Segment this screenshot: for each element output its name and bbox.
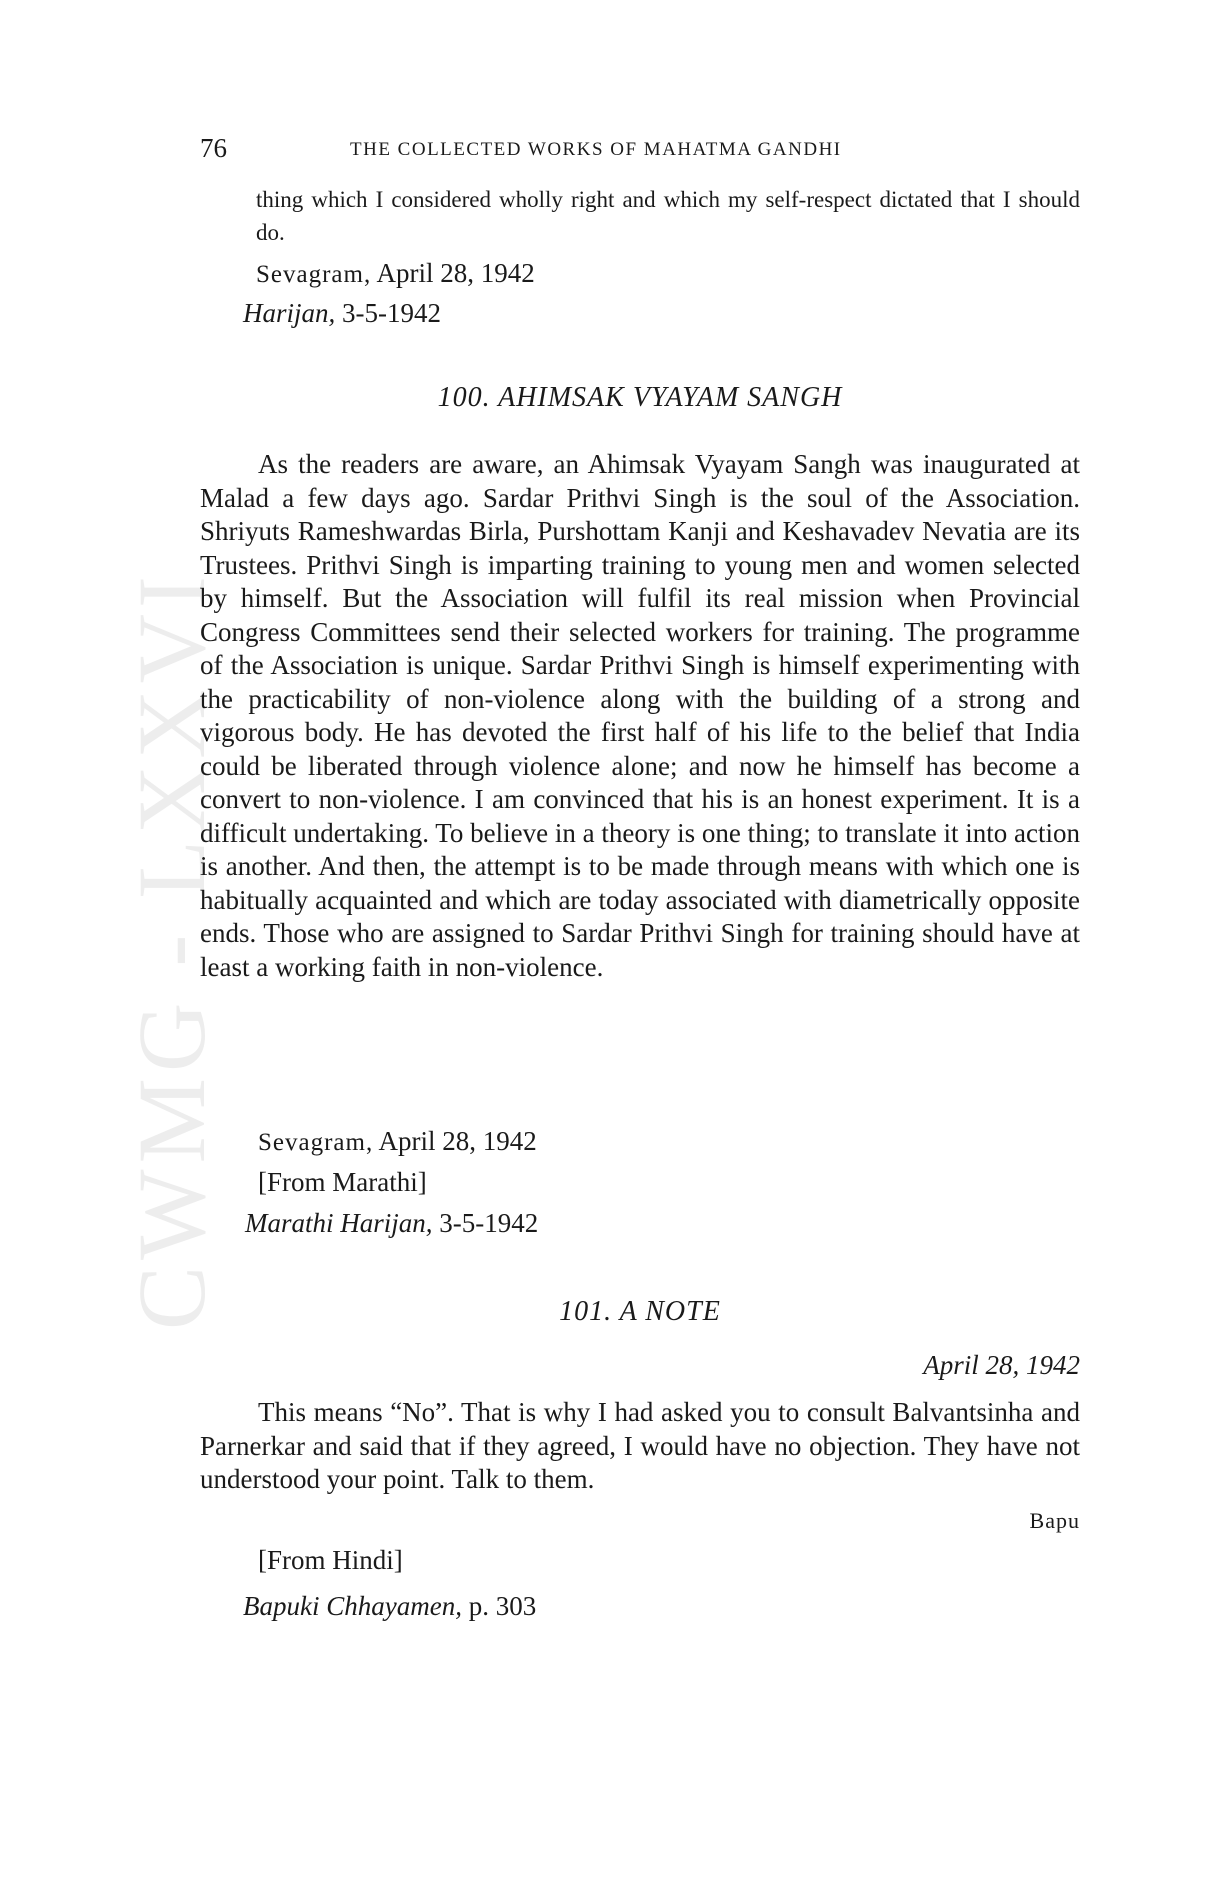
prev-item-continuation: thing which I considered wholly right and which my self-respect dictated that I should do. — [256, 187, 1080, 245]
item-100-date: April 28, 1942 — [378, 1126, 537, 1156]
item-100-source — [245, 1208, 538, 1239]
item-101-body: This means “No”. That is why I had asked you to consult Balvantsinha and Parnerkar and said that if they agreed, I would have no objection. They have not understood your point. Talk to them. — [200, 1397, 1080, 1494]
item-100-source-date: 3-5-1942 — [439, 1208, 539, 1238]
item-101-from-note: [From Hindi] — [258, 1545, 403, 1575]
page-header — [200, 133, 1080, 169]
running-title: THE COLLECTED WORKS OF MAHATMA GANDHI — [350, 139, 842, 160]
item-100-heading: 100. AHIMSAK VYAYAM SANGH — [437, 382, 843, 413]
prev-item-source-date: 3-5-1942 — [342, 298, 441, 328]
prev-item-source — [243, 298, 441, 329]
item-101-signature: Bapu — [1029, 1508, 1080, 1533]
item-101-source-page: p. 303 — [468, 1591, 537, 1621]
prev-item-date: April 28, 1942 — [376, 258, 535, 288]
prev-item-place: Sevagram, — [256, 261, 372, 288]
item-101-heading: 101. A NOTE — [559, 1296, 721, 1327]
watermark: CWMG - LXXVI — [118, 570, 225, 1330]
item-100-source-title: Marathi Harijan, — [245, 1208, 433, 1238]
item-100-place-date — [258, 1126, 537, 1157]
item-100-from-note: [From Marathi] — [258, 1167, 427, 1197]
prev-item-source-title: Harijan, — [243, 298, 336, 328]
item-101-source-title: Bapuki Chhayamen, — [243, 1591, 462, 1621]
prev-item-place-date — [256, 258, 535, 289]
item-101-source — [243, 1590, 536, 1623]
item-100-body: As the readers are aware, an Ahimsak Vyayam Sangh was inaugurated at Malad a few days ago. Sardar Prithvi Singh is the soul of the Association. Shriyuts Rameshwardas Birla, Purshottam Kanji and Keshavadev Nevatia are its Trustees. Prithvi Singh is imparting training to young men and women selected by himself. But the Association will fulfil its real mission when Provincial Congress Committees send their selected workers for training. The programme of the Association is unique. Sardar Prithvi Singh is himself experimenting with the practicability of non-violence along with the building of a strong and vigorous body. He has devoted the first half of his life to the belief that India could be liberated through violence alone; and now he himself has become a convert to non-violence. I am convinced that his is an honest experiment. It is a difficult undertaking. To believe in a theory is one thing; to translate it into action is another. And then, the attempt is to be made through means with which one is habitually acquainted and which are today associated with diametrically opposite ends. Those who are assigned to Sardar Prithvi Singh for training should have at least a working faith in non-violence. — [200, 449, 1080, 982]
page-number: 76 — [200, 133, 227, 163]
item-100-place: Sevagram, — [258, 1129, 374, 1156]
item-101-date: April 28, 1942 — [923, 1350, 1080, 1380]
